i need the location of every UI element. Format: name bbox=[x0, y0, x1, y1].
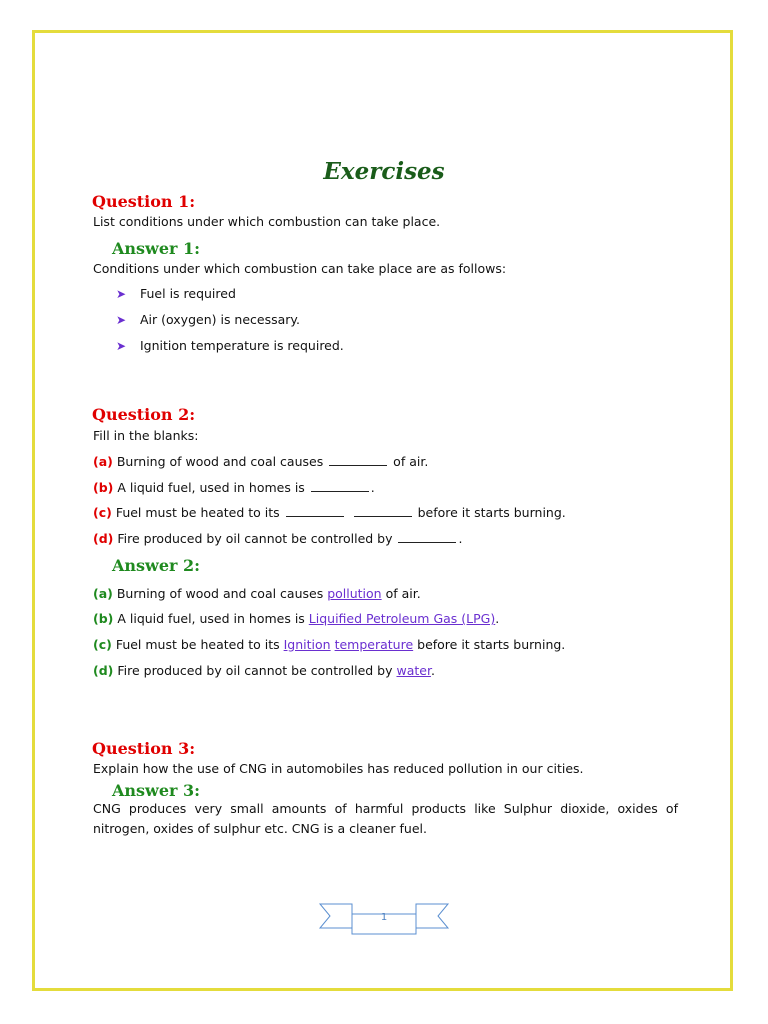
answer-item-b: (b) A liquid fuel, used in homes is Liquified Petroleum Gas (LPG). bbox=[93, 611, 500, 626]
arrow-right-icon: ➤ bbox=[116, 287, 127, 301]
page-number: 1 bbox=[380, 912, 388, 923]
question-2-text: Fill in the blanks: bbox=[93, 428, 199, 443]
answer-1-heading: Answer 1: bbox=[112, 239, 201, 258]
blank-item-b: (b) A liquid fuel, used in homes is . bbox=[93, 480, 375, 495]
answer-2-heading: Answer 2: bbox=[112, 556, 201, 575]
blank-item-a: (a) Burning of wood and coal causes of air. bbox=[93, 454, 429, 469]
answer-1-bullet: ➤ Air (oxygen) is necessary. bbox=[116, 312, 301, 327]
answer-3-text: CNG produces very small amounts of harmful products like Sulphur dioxide, oxides of nitrogen, oxides of sulphur etc. CNG is a cleaner fuel. bbox=[93, 801, 678, 836]
arrow-right-icon: ➤ bbox=[116, 313, 127, 327]
answer-3-heading: Answer 3: bbox=[112, 781, 201, 800]
blank-item-c: (c) Fuel must be heated to its before it starts burning. bbox=[93, 505, 566, 520]
question-1-heading: Question 1: bbox=[92, 192, 196, 211]
question-3-heading: Question 3: bbox=[92, 739, 196, 758]
arrow-right-icon: ➤ bbox=[116, 339, 127, 353]
answer-item-d: (d) Fire produced by oil cannot be controlled by water. bbox=[93, 663, 435, 678]
answer-1-intro: Conditions under which combustion can take place are as follows: bbox=[93, 261, 507, 276]
question-2-heading: Question 2: bbox=[92, 405, 196, 424]
blank-item-d: (d) Fire produced by oil cannot be controlled by . bbox=[93, 531, 463, 546]
answer-item-a: (a) Burning of wood and coal causes pollution of air. bbox=[93, 586, 421, 601]
page-title: Exercises bbox=[323, 158, 445, 185]
answer-1-bullet: ➤ Ignition temperature is required. bbox=[116, 338, 344, 353]
answer-item-c: (c) Fuel must be heated to its Ignition temperature before it starts burning. bbox=[93, 637, 566, 652]
question-1-text: List conditions under which combustion can take place. bbox=[93, 214, 441, 229]
question-3-text: Explain how the use of CNG in automobiles has reduced pollution in our cities. bbox=[93, 761, 584, 776]
answer-1-bullet: ➤ Fuel is required bbox=[116, 286, 236, 301]
